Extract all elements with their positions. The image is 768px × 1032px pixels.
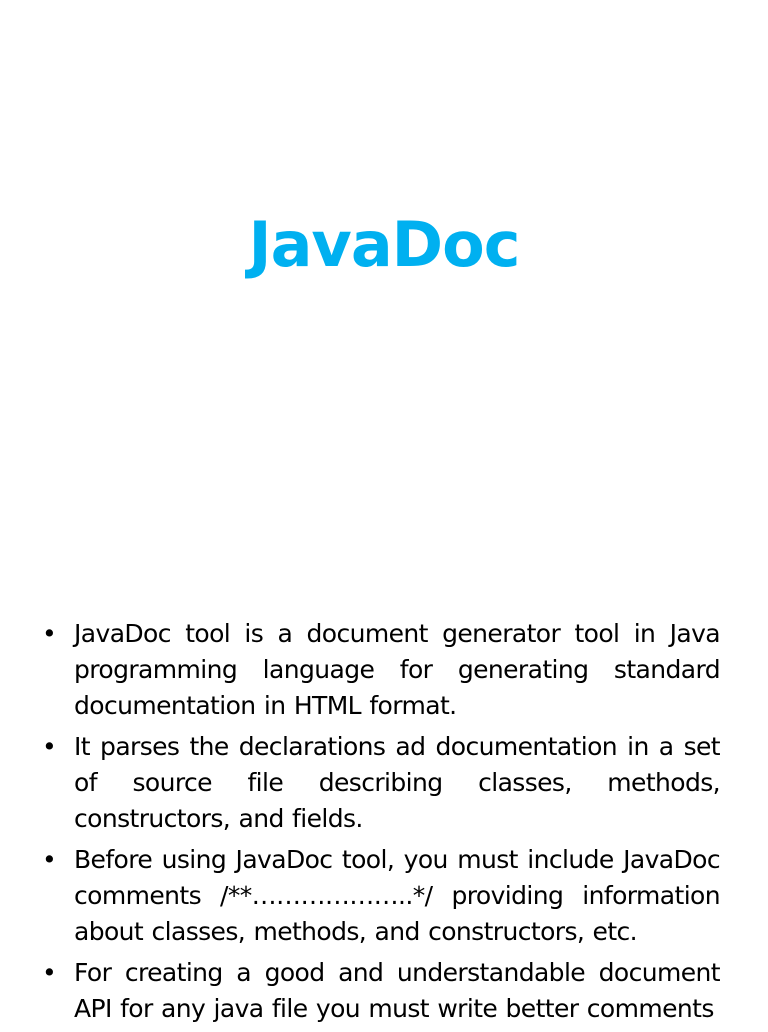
bullet-text: Before using JavaDoc tool, you must include JavaDoc comments /**………………..*/ providing information about classes, methods, and constructors, etc. [74,845,720,946]
bullet-text: JavaDoc tool is a document generator tool in Java programming language for generating standard documentation in HTML format. [74,619,720,720]
slide-title: JavaDoc [248,208,520,281]
bullet-dot-icon: • [42,732,57,761]
bullet-list [42,616,720,1032]
bullet-dot-icon: • [42,958,57,987]
bullet-dot-icon: • [42,619,57,648]
bullet-item [42,842,720,950]
bullet-dot-icon: • [42,845,57,874]
bullet-text: For creating a good and understandable document API for any java file you must write better comments [74,958,720,1023]
bullet-item [42,729,720,837]
bullet-item [42,955,720,1027]
bullet-item [42,616,720,724]
bullet-text: It parses the declarations ad documentation in a set of source file describing classes, methods, constructors, and fields. [74,732,720,833]
